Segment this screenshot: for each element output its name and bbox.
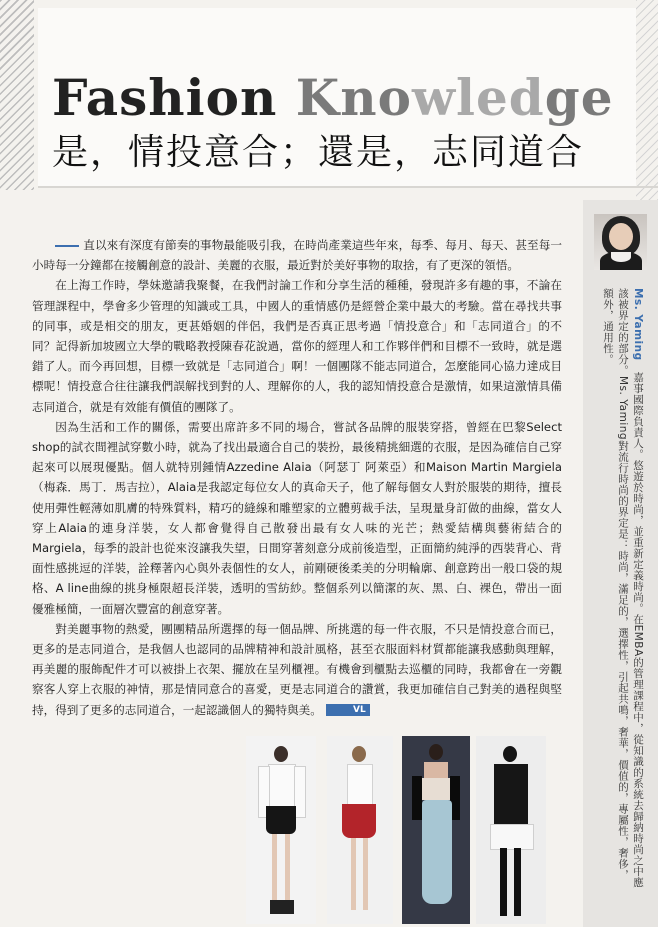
column-title-english — [52, 68, 614, 127]
author-bio — [600, 288, 645, 888]
article-paragraph-1-text: 直以來有深度有節奏的事物最能吸引我，在時尚產業這些年來，每季、每月、每天、甚至每一小時每一分鐘都在接觸創意的設計、美麗的衣服，最近對於美好事物的取捨，有了更深的領悟。 — [32, 238, 562, 273]
header-divider — [38, 186, 658, 188]
header-hatch-right — [636, 0, 658, 200]
title-part-kno: Kno — [295, 68, 412, 127]
runway-photo-1 — [246, 736, 316, 924]
article-title-chinese: 是，情投意合；還是，志同道合 — [52, 132, 585, 173]
header-hatch-decoration — [0, 0, 34, 190]
article-end-mark: VL — [326, 704, 370, 716]
title-word-fashion: Fashion — [52, 68, 278, 127]
title-part-wled: wled — [411, 68, 545, 127]
article-paragraph-4 — [32, 619, 562, 720]
runway-photo-3 — [402, 736, 470, 924]
runway-photo-4 — [476, 736, 546, 924]
article-body — [32, 235, 562, 720]
title-part-ge: ge — [544, 68, 614, 127]
article-paragraph-4-text: 對美麗事物的熱愛，團團精品所選擇的每一個品牌、所挑選的每一件衣服，不只是情投意合而已，更多的是志同道合，是我個人也認同的品牌精神和設計風格，甚至衣服面料材質都能讓我感動與理解，再美麗的服飾配件才可以被掛上衣架、擺放在呈列櫃裡。有機會到櫃點去巡櫃的同時，我都會在一旁觀察客人穿上衣服的神情，那是情同意合的喜愛，更是志同道合的讚賞，我更加確信自己對美的過程與堅持，得到了更多的志同道合，一起認識個人的獨特與美。 — [32, 621, 562, 717]
lead-dash-mark — [55, 245, 79, 247]
author-name: Ms. Yaming — [632, 288, 644, 361]
article-paragraph-3: 因為生活和工作的關係，需要出席許多不同的場合，嘗試各品牌的服裝穿搭，曾經在巴黎Select shop的試衣間裡試穿數小時，就為了找出最適合自己的裝扮，最後精挑細選的衣服，是因為確信自己穿起來可以展現優點。個人就特別鍾情Azzedine Alaia（阿瑟丁 阿萊亞）和Maison Martin Margiela（梅森．馬丁．馬吉拉），Alaia是我認定每位女人的真命天子，他了解每個女人對於服裝的期待，擅長使用彈性輕薄如肌膚的特殊質料，精巧的縫線和雕塑家的立體剪裁手法，呈現量身訂做的曲線，當女人穿上Alaia的連身洋裝，女人都會覺得自己散發出最有女人味的光芒；熱愛結構與藝術結合的Margiela，每季的設計也從來沒讓我失望，日間穿著刻意分成前後造型，正面簡約純淨的西裝背心、背面性感挑逗的洋裝，詮釋著內心與外表個性的女人，前剛硬後柔美的分明輪廓、創意跨出一般口袋的規格、A line曲線的挑身極限超長洋裝，透明的雪紡紗。整個系列以簡潔的灰、黑、白、裸色，帶出一面優雅極簡，一面層次豐富的創意穿著。 — [32, 419, 562, 616]
article-paragraph-1 — [32, 235, 562, 275]
author-portrait — [594, 214, 647, 270]
runway-photo-2 — [327, 736, 393, 924]
author-bio-text: 嘉事國際負責人。悠遊於時尚，並重新定義時尚。在EMBA的管理課程中，從知識的系統去歸納時尚之中應該被界定的部分。Ms. Yaming對流行時尚的界定是：時尚，滿足的，選擇性，引起共鳴，奢華，價值的，專屬性，奢侈，額外，通用性。 — [602, 288, 644, 888]
article-paragraph-2: 在上海工作時，學妹邀請我聚餐，在我們討論工作和分享生活的種種，發現許多有趣的事，不論在管理課程中，學會多少管理的知識或工具，中國人的重情感仍是經營企業中最大的考驗。當在尋找共事的同事，或是相交的朋友，更甚婚姻的伴侶，我們是否真正思考過「情投意合」和「志同道合」的不同？記得新加坡國立大學的戰略教授陳春花說過，當你的經理人和工作夥伴們和目標不一致時，就是選錯了人。而今再回想，目標一致就是「志同道合」啊！一個團隊不能志同道合，怎麼能同心協力達成目標呢！情投意合往往讓我們誤解找到對的人、理解你的人，我的認知情投意合是激情，如果這激情具備志同道合，就是有效能有價值的團隊了。 — [32, 278, 562, 414]
